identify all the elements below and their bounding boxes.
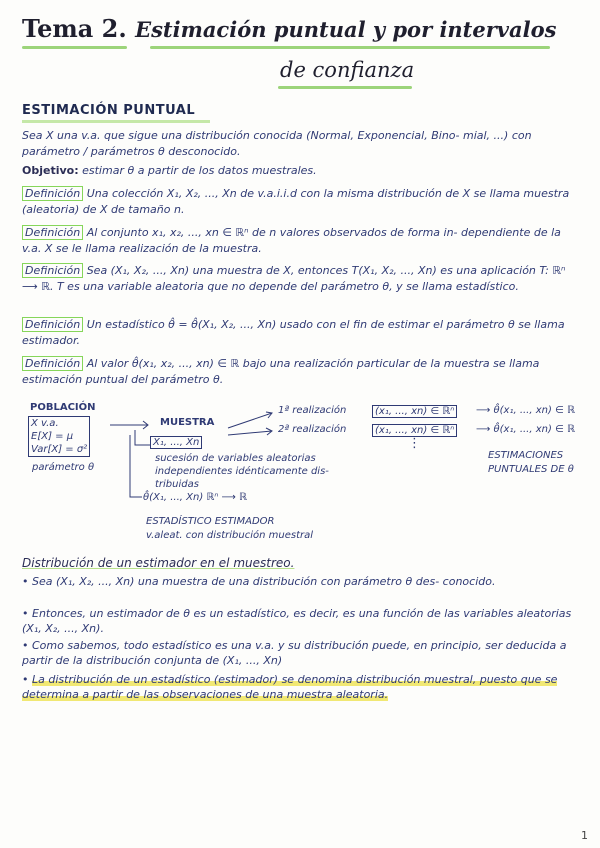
bullet-4: • La distribución de un estadístico (estimador) se denomina distribución muestral, puesto que se determina a partir de las observaciones de una muestra aleatoria.	[22, 673, 558, 701]
diagram-muestra: MUESTRA	[160, 417, 215, 428]
diagram-estad-sub: v.aleat. con distribución muestral	[146, 530, 314, 541]
diagram-estimaciones-2: PUNTUALES DE θ	[488, 464, 574, 475]
definition-3	[22, 263, 582, 294]
definition-4	[22, 317, 582, 348]
diagram-sucesion	[155, 452, 329, 491]
diagram-estimaciones: ESTIMACIONES	[488, 450, 564, 461]
definition-label: Definición	[22, 225, 83, 240]
diagram-real1-label: 1ª realización	[278, 405, 347, 416]
pob-line: X v.a.	[31, 418, 59, 429]
title-underline-2	[150, 46, 550, 49]
definition-text: Al valor θ̂(x₁, x₂, ..., xn) ∈ ℝ bajo una realización particular de la muestra se llama estimación puntual del parámetro θ.	[22, 357, 540, 386]
bracket-sucesion	[135, 430, 150, 445]
diagram-real2-box: (x₁, ..., xn) ∈ ℝⁿ	[372, 424, 457, 437]
objetivo-line	[22, 163, 582, 179]
definition-label: Definición	[22, 186, 83, 201]
page-number: 1	[581, 829, 588, 842]
title-tema	[22, 14, 556, 43]
definition-label: Definición	[22, 263, 83, 278]
bullet-text: Entonces, un estimador de θ es un estadístico, es decir, es una función de las variables aleatorias (X₁, X₂, ..., Xn).	[22, 607, 572, 635]
diagram-dots: ⋮	[408, 436, 421, 451]
definition-text: Sea (X₁, X₂, ..., Xn) una muestra de X, entonces T(X₁, X₂, ..., Xn) es una aplicación T: ℝⁿ ⟶ ℝ. T es una variable aleatoria que no depende del parámetro θ, y se llama estadístico.	[22, 264, 566, 293]
diagram-muestra-box: X₁, ..., Xn	[150, 436, 202, 449]
diagram-parametro: parámetro θ	[32, 462, 95, 473]
definition-text: Una colección X₁, X₂, ..., Xn de v.a.i.i.d con la misma distribución de X se llama muestra (aleatoria) de X de tamaño n.	[22, 187, 570, 216]
diagram-estad-label: ESTADÍSTICO ESTIMADOR	[146, 516, 275, 527]
diagram-real2-label: 2ª realización	[278, 424, 347, 435]
definition-1	[22, 186, 582, 217]
bullet-1: • Sea (X₁, X₂, ..., Xn) una muestra de una distribución con parámetro θ des- conocido.	[22, 575, 496, 588]
bullet-3: • Como sabemos, todo estadístico es una v.a. y su distribución puede, en principio, ser deducida a partir de la distribución conjunta de (X₁, ..., Xn)	[22, 639, 567, 667]
bracket-estimador	[130, 435, 142, 497]
diagram-poblacion: POBLACIÓN	[30, 402, 96, 413]
intro-paragraph: Sea X una v.a. que sigue una distribución conocida (Normal, Exponencial, Bino- mial, ...) con parámetro / parámetros θ desconocido.	[22, 129, 532, 158]
section-heading-distribucion: Distribución de un estimador en el muestreo.	[22, 556, 295, 570]
bullet-text: Sea (X₁, X₂, ..., Xn) una muestra de una distribución con parámetro θ des- conocido.	[32, 575, 496, 588]
section-heading-estimacion: ESTIMACIÓN PUNTUAL	[22, 103, 196, 118]
section-heading-underline	[22, 120, 210, 123]
definition-2	[22, 225, 582, 256]
bullet-text: La distribución de un estadístico (estimador) se denomina distribución muestral, puesto que se determina a partir de las observaciones de una muestra aleatoria.	[22, 673, 558, 701]
title-underline-1	[22, 46, 127, 49]
diagram-real1-out: ⟶ θ̂(x₁, ..., xn) ∈ ℝ	[476, 405, 575, 416]
title-tema-number: Tema 2.	[22, 14, 127, 43]
sucesion-line: tribuidas	[155, 479, 199, 490]
title-underline-3	[278, 86, 412, 89]
bullet-text: Como sabemos, todo estadístico es una v.a. y su distribución puede, en principio, ser deducida a partir de la distribución conjunta de (X₁, ..., Xn)	[22, 639, 567, 667]
definition-label: Definición	[22, 317, 83, 332]
definition-label: Definición	[22, 356, 83, 371]
diagram-estimador-fn: θ̂(X₁, ..., Xn) ℝⁿ ⟶ ℝ	[143, 492, 247, 503]
objetivo-label: Objetivo:	[22, 164, 79, 177]
arrow-real2	[228, 431, 272, 435]
sucesion-line: independientes idénticamente dis-	[155, 466, 329, 477]
title-line2: de confianza	[280, 58, 415, 82]
pob-line: Var[X] = σ²	[31, 444, 88, 455]
definition-text: Un estadístico θ̂ = θ̂(X₁, X₂, ..., Xn) usado con el fin de estimar el parámetro θ se llama estimador.	[22, 318, 565, 347]
diagram-real2-out: ⟶ θ̂(x₁, ..., xn) ∈ ℝ	[476, 424, 575, 435]
sucesion-line: sucesión de variables aleatorias	[155, 453, 316, 464]
diagram-real1-box: (x₁, ..., xn) ∈ ℝⁿ	[372, 405, 457, 418]
bullet-2: • Entonces, un estimador de θ es un estadístico, es decir, es una función de las variables aleatorias (X₁, X₂, ..., Xn).	[22, 607, 572, 635]
title-line1: Estimación puntual y por intervalos	[135, 17, 557, 42]
arrow-real1	[228, 413, 272, 428]
definition-5	[22, 356, 582, 387]
definition-text: Al conjunto x₁, x₂, ..., xn ∈ ℝⁿ de n valores observados de forma in- dependiente de la v.a. X se le llama realización de la muestra.	[22, 226, 561, 255]
objetivo-text: estimar θ a partir de los datos muestrales.	[82, 164, 317, 177]
pob-line: E[X] = μ	[31, 431, 74, 442]
